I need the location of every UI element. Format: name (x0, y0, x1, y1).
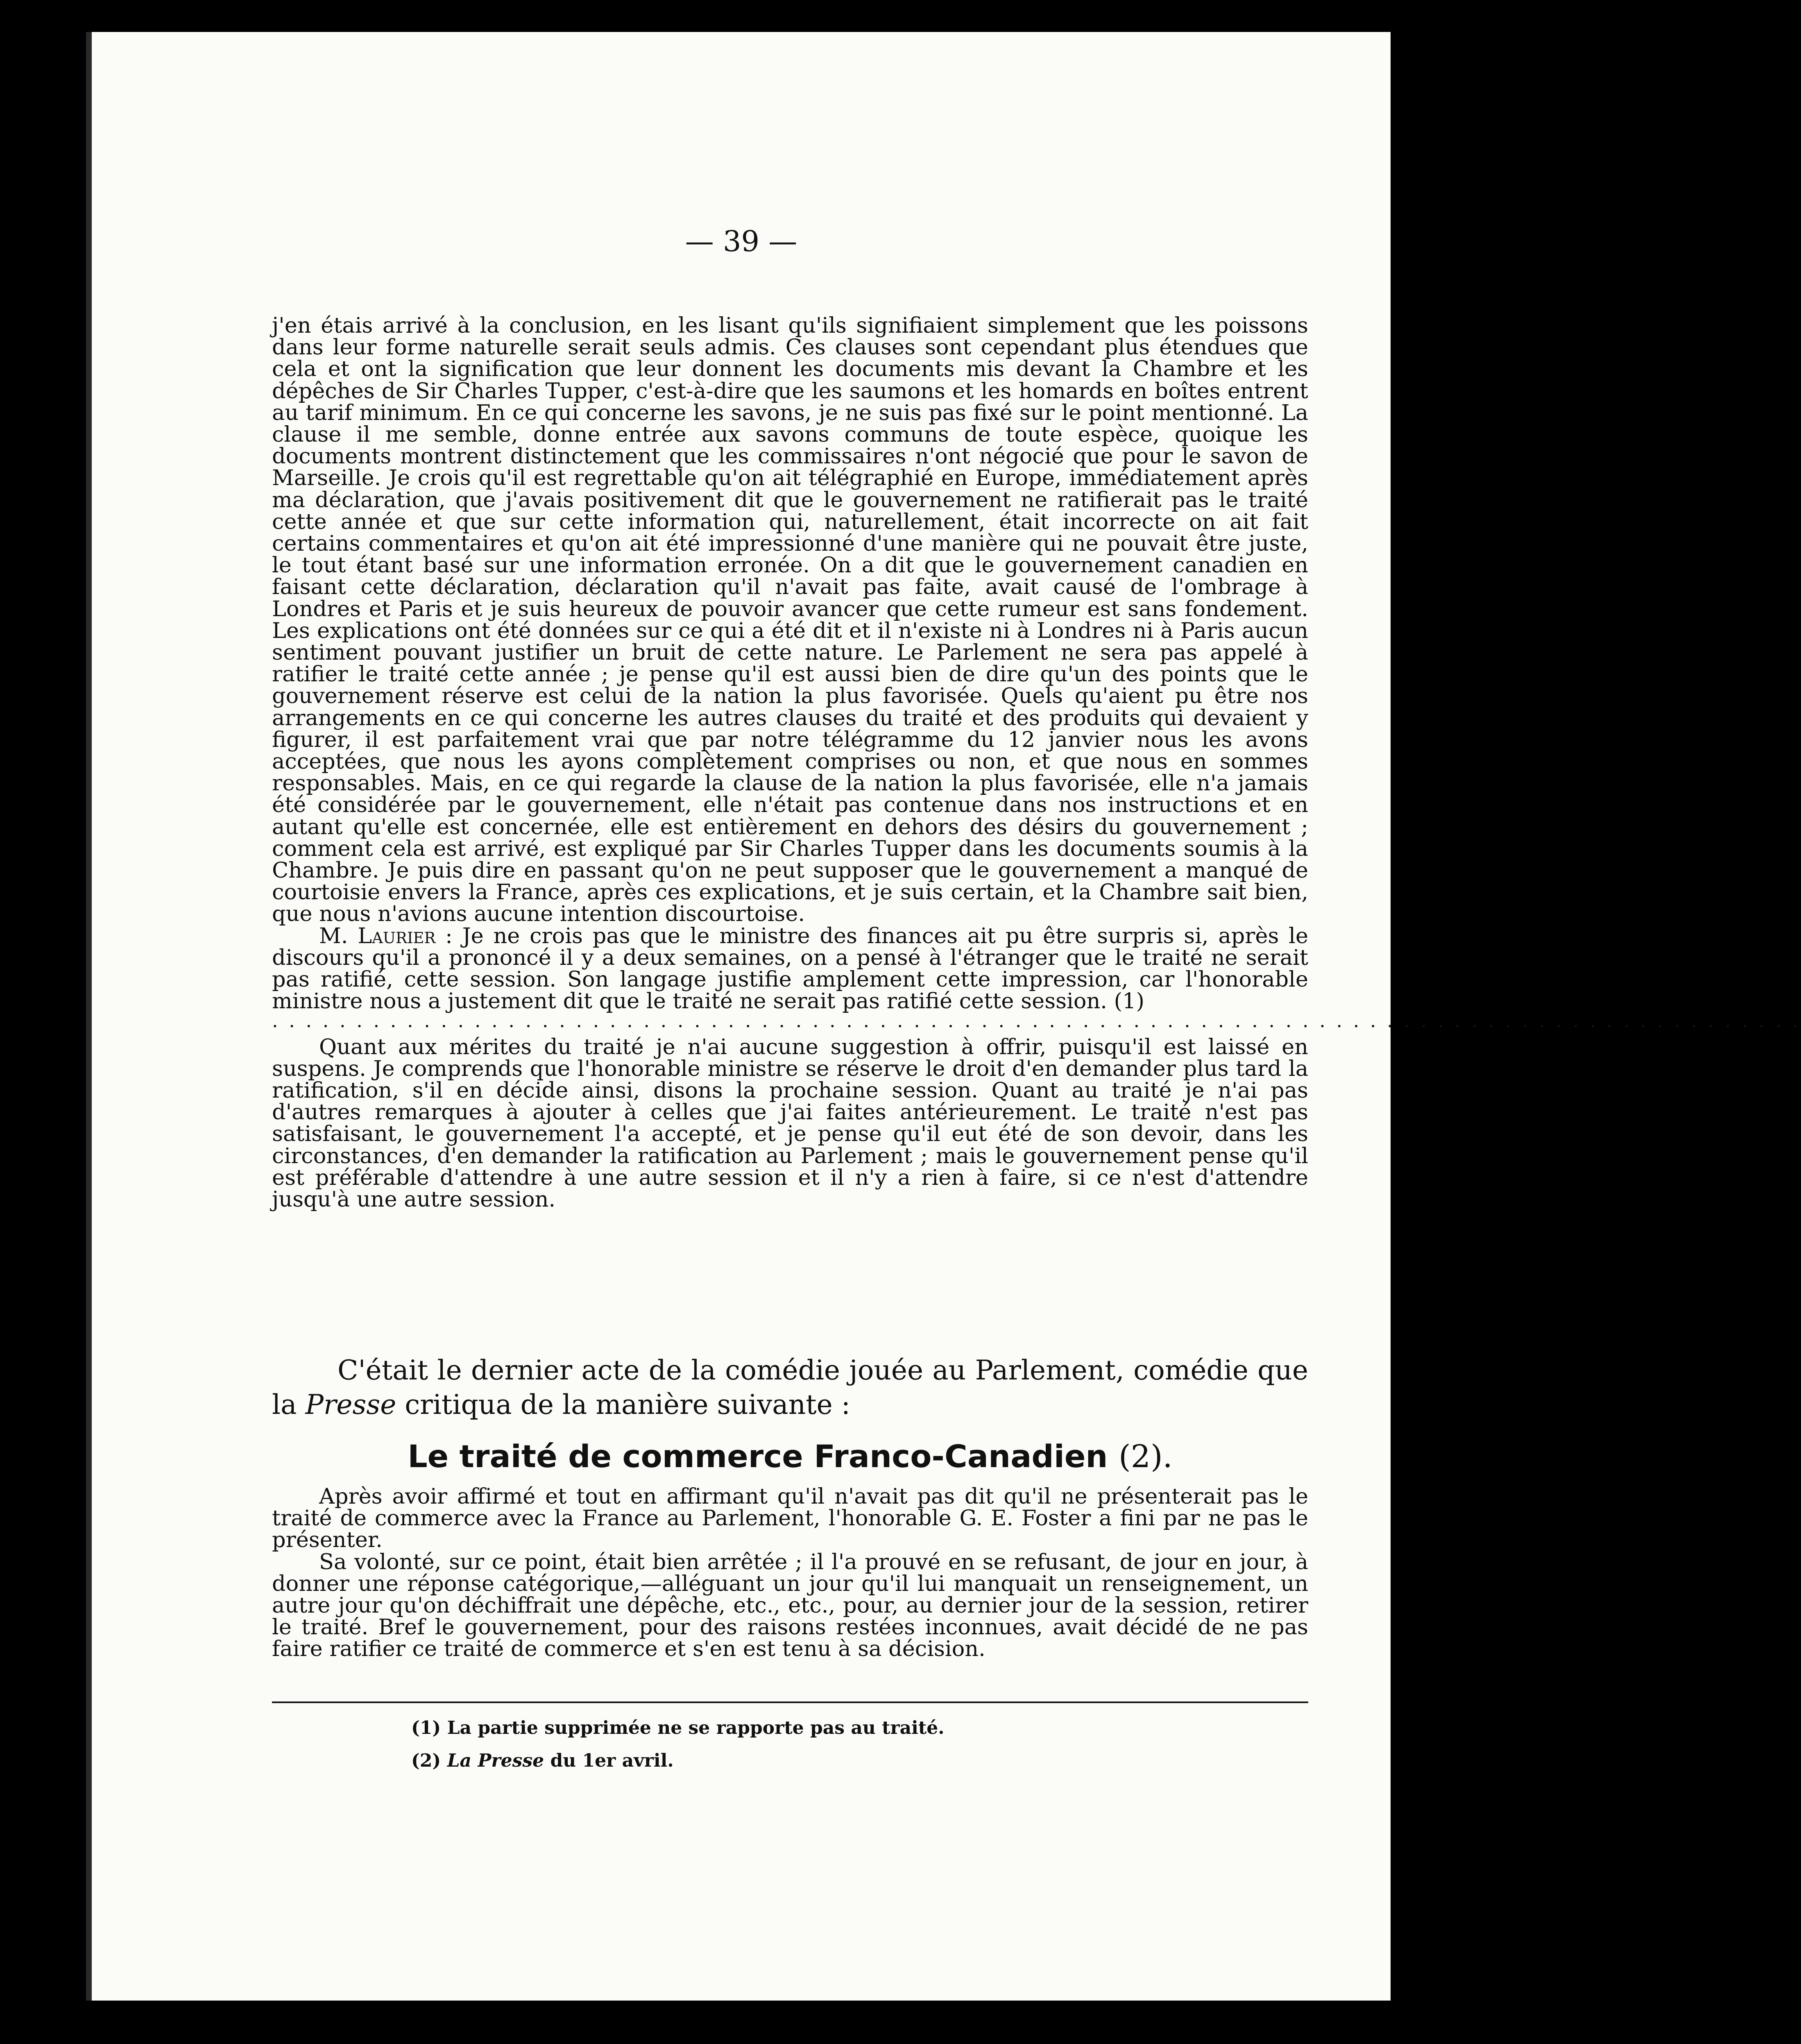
paragraph: Sa volonté, sur ce point, était bien arrêtée ; il l'a prouvé en se refusant, de jour en jour, à donner une réponse catégorique,—alléguant un jour qu'il lui manquait un renseignement, un autre jour qu'on déchiffrait une dépêche, etc., etc., pour, au dernier jour de la session, retirer le traité. Bref le gouvernement, pour des raisons restées inconnues, avait décidé de ne pas faire ratifier ce traité de commerce et s'en est tenu à sa décision. (272, 1549, 1308, 1662)
footnote-divider (272, 1701, 1308, 1703)
paragraph-laurier (272, 925, 1308, 1012)
text-span: C'était le dernier acte de la comédie jouée au Parlement, comédie que la (272, 1354, 1308, 1420)
paragraph: j'en étais arrivé à la conclusion, en les lisant qu'ils signifiaient simplement que les poissons dans leur forme naturelle serait seuls admis. Ces clauses sont cependant plus étendues que cela et ont la signification que leur donnent les documents mis devant la Chambre et les dépêches de Sir Charles Tupper, c'est-à-dire que les saumons et les homards en boîtes entrent au tarif minimum. En ce qui concerne les savons, je ne suis pas fixé sur le point mentionné. La clause il me semble, donne entrée aux savons communs de toute espèce, quoique les documents montrent distinctement que les commissaires n'ont négocié que pour le savon de Marseille. Je crois qu'il est regrettable qu'on ait télégraphié en Europe, immédiatement après ma déclaration, que j'avais positivement dit que le gouvernement ne ratifierait pas le traité cette année et que sur cette information qui, naturellement, était incorrecte on ait fait certains commentaires et qu'on ait été impressionné d'une manière qui ne pouvait être juste, le tout étant basé sur une information erronée. On a dit que le gouvernement canadien en faisant cette déclaration, déclaration qu'il n'avait pas faite, avait causé de l'ombrage à Londres et Paris et je suis heureux de pouvoir avancer que cette rumeur est sans fondement. Les explications ont été données sur ce qui a été dit et il n'existe ni à Londres ni à Paris aucun sentiment pouvant justifier un bruit de cette nature. Le Parlement ne sera pas appelé à ratifier le traité cette année ; je pense qu'il est aussi bien de dire qu'un des points que le gouvernement réserve est celui de la nation la plus favorisée. Quels qu'aient pu être nos arrangements en ce qui concerne les autres clauses du traité et des produits qui devaient y figurer, il est parfaitement vrai que par notre télégramme du 12 janvier nous les avons acceptées, que nous les ayons complètement comprises ou non, et que nous en sommes responsables. Mais, en ce qui regarde la clause de la nation la plus favorisée, elle n'a jamais été considérée par le gouvernement, elle n'était pas contenue dans nos instructions et en autant qu'elle est concernée, elle est entièrement en dehors des désirs du gouvernement ; comment cela est arrivé, est expliqué par Sir Charles Tupper dans les documents soumis à la Chambre. Je puis dire en passant qu'on ne peut supposer que le gouvernement a manqué de courtoisie envers la France, après ces explications, et je suis certain, et la Chambre sait bien, que nous n'avions aucune intention discourtoise. (272, 313, 1308, 927)
transition-text (272, 1353, 1308, 1422)
section-heading (272, 1438, 1308, 1475)
paragraph: Après avoir affirmé et tout en affirmant qu'il n'avait pas dit qu'il ne présenterait pas le traité de commerce avec la France au Parlement, l'honorable G. E. Foster a fini par ne pas le présenter. (272, 1484, 1308, 1553)
document-page (86, 32, 1801, 2001)
footnote-2 (411, 1745, 1271, 1777)
footnote-ref: (2). (1119, 1438, 1173, 1475)
scan-border (0, 0, 98, 2044)
text-span: critiqua de la manière suivante : (396, 1389, 850, 1420)
speaker-name: M. Laurier : (319, 923, 453, 948)
article-text (272, 1486, 1308, 1660)
italic-text: La Presse (447, 1750, 544, 1771)
footnote-1: (1) La partie supprimée ne se rapporte pas au traité. (411, 1717, 945, 1738)
paragraph: Quant aux mérites du traité je n'ai aucune suggestion à offrir, puisqu'il est laissé en suspens. Je comprends que l'honorable ministre se réserve le droit d'en demander plus tard la ratification, s'il en décide ainsi, disons la prochaine session. Quant au traité je n'ai pas d'autres remarques à ajouter à celles que j'ai faites antérieurement. Le traité n'est pas satisfaisant, le gouvernement l'a accepté, et je pense qu'il eut été de son devoir, dans les circonstances, d'en demander la ratification au Parlement ; mais le gouvernement pense qu'il est préférable d'attendre à une autre session et il n'y a rien à faire, si ce n'est d'attendre jusqu'à une autre session. (272, 1034, 1308, 1212)
heading-text: Le traité de commerce Franco-Canadien (408, 1438, 1108, 1475)
footnote-number: (2) (411, 1750, 447, 1771)
speech-text (272, 313, 1801, 1212)
italic-text: Presse (305, 1389, 396, 1420)
page-number: — 39 — (685, 225, 797, 258)
footnote-text: du 1er avril. (544, 1750, 674, 1771)
omission-dots: . . . . . . . . . . . . . . . . . . . . . . . . . . . . . . . . . . . . . . . . . . . . . . . . . . . . . . . . . . . . . . . . . . . . . . . . . . . . . . . . . . . . . . . . . . . (272, 1009, 1801, 1032)
paragraph (272, 1353, 1308, 1422)
speaker-text: Je ne crois pas que le ministre des finances ait pu être surpris si, après le discours qu'il a prononcé il y a deux semaines, on a pensé à l'étranger que le traité ne serait pas ratifié, cette session. Son langage justifie amplement cette impression, car l'honorable ministre nous a justement dit que le traité ne serait pas ratifié cette session. (1) (272, 923, 1308, 1014)
footnotes (411, 1712, 1271, 1777)
